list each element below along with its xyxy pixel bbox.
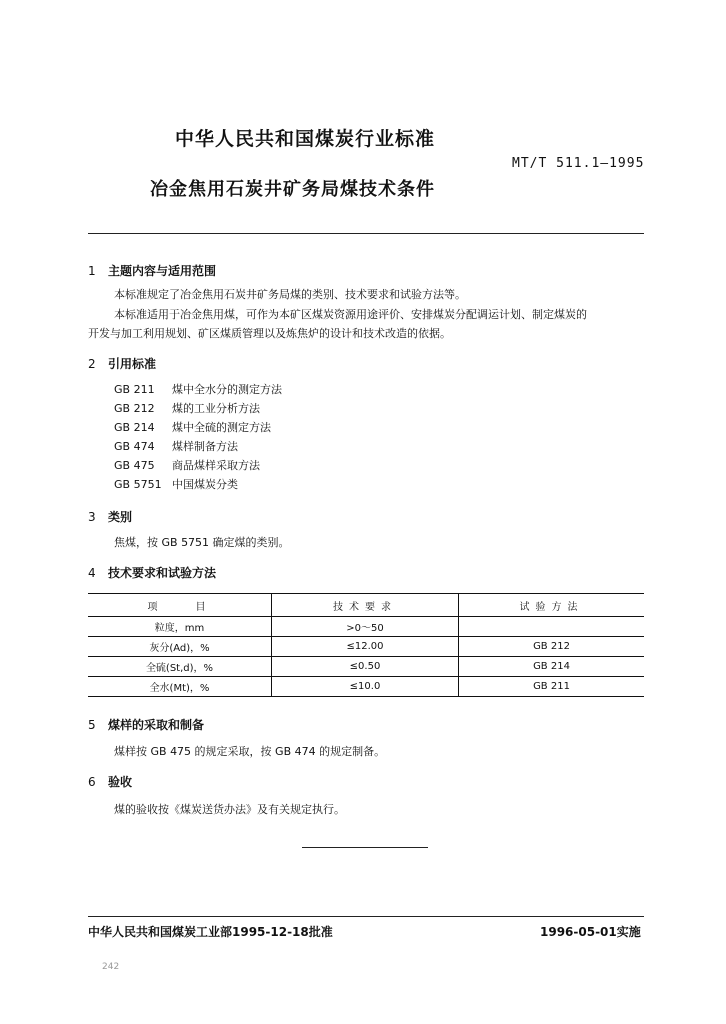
section-3-heading	[88, 508, 132, 525]
section-5-heading	[88, 716, 204, 733]
table-row	[88, 677, 644, 697]
reference-code: GB 214	[114, 421, 155, 434]
section-6-heading	[88, 773, 132, 790]
section-1-paragraph-1: 本标准规定了冶金焦用石炭井矿务局煤的类别、技术要求和试验方法等。	[114, 288, 466, 301]
section-6-paragraph: 煤的验收按《煤炭送货办法》及有关规定执行。	[114, 803, 345, 816]
column-header-item: 项 目	[88, 594, 272, 617]
section-number: 2	[88, 357, 96, 371]
reference-name: 煤样制备方法	[172, 440, 238, 453]
end-marker-line	[302, 847, 428, 848]
table-cell	[459, 617, 645, 637]
document-title: 冶金焦用石炭井矿务局煤技术条件	[150, 179, 435, 200]
section-title: 类别	[108, 510, 133, 524]
table-cell: 粒度，mm	[88, 617, 272, 637]
table-cell: GB 212	[459, 637, 645, 657]
section-1-paragraph-2: 本标准适用于冶金焦用煤，可作为本矿区煤炭资源用途评价、安排煤炭分配调运计划、制定煤炭的	[114, 308, 587, 321]
section-title: 技术要求和试验方法	[108, 566, 217, 580]
table-row	[88, 617, 644, 637]
reference-code: GB 5751	[114, 478, 162, 491]
table-row	[88, 637, 644, 657]
section-number: 4	[88, 566, 96, 580]
section-5-paragraph: 煤样按 GB 475 的规定采取，按 GB 474 的规定制备。	[114, 745, 386, 758]
reference-name: 煤的工业分析方法	[172, 402, 260, 415]
reference-code: GB 475	[114, 459, 155, 472]
reference-code: GB 211	[114, 383, 155, 396]
section-1-heading	[88, 262, 216, 279]
requirements-table	[88, 593, 644, 697]
section-title: 验收	[108, 775, 133, 789]
column-header-method: 试验方法	[459, 594, 645, 617]
standard-number: MT/T 511.1—1995	[512, 156, 645, 171]
section-title: 主题内容与适用范围	[108, 264, 217, 278]
reference-code: GB 474	[114, 440, 155, 453]
table-cell: 灰分(Ad)，%	[88, 637, 272, 657]
table-cell: GB 214	[459, 657, 645, 677]
table-cell: ≤0.50	[272, 657, 459, 677]
reference-item	[114, 475, 282, 494]
reference-item	[114, 399, 282, 418]
section-2-heading	[88, 355, 156, 372]
section-number: 6	[88, 775, 96, 789]
standard-category: 中华人民共和国煤炭行业标准	[175, 128, 436, 150]
section-number: 1	[88, 264, 96, 278]
effective-date: 1996-05-01实施	[540, 925, 641, 939]
table-cell: 全水(Mt)，%	[88, 677, 272, 697]
section-3-paragraph: 焦煤，按 GB 5751 确定煤的类别。	[114, 536, 290, 549]
section-title: 引用标准	[108, 357, 157, 371]
reference-item	[114, 380, 282, 399]
section-number: 3	[88, 510, 96, 524]
reference-name: 煤中全水分的测定方法	[172, 383, 282, 396]
issuer-approval: 中华人民共和国煤炭工业部1995-12-18批准	[88, 925, 333, 939]
reference-item	[114, 456, 282, 475]
table-cell: >0～50	[272, 617, 459, 637]
header-divider	[88, 233, 644, 234]
section-1-paragraph-3: 开发与加工利用规划、矿区煤质管理以及炼焦炉的设计和技术改造的依据。	[88, 327, 451, 340]
reference-list	[114, 380, 282, 494]
column-header-requirement: 技术要求	[272, 594, 459, 617]
section-4-heading	[88, 564, 216, 581]
table-header-row	[88, 594, 644, 617]
section-number: 5	[88, 718, 96, 732]
reference-item	[114, 437, 282, 456]
table-cell: ≤10.0	[272, 677, 459, 697]
footer-divider	[88, 916, 644, 917]
reference-name: 商品煤样采取方法	[172, 459, 260, 472]
table-row	[88, 657, 644, 677]
table-cell: ≤12.00	[272, 637, 459, 657]
reference-item	[114, 418, 282, 437]
reference-name: 煤中全硫的测定方法	[172, 421, 271, 434]
reference-code: GB 212	[114, 402, 155, 415]
reference-name: 中国煤炭分类	[172, 478, 238, 491]
table-cell: 全硫(St,d)，%	[88, 657, 272, 677]
page-number: 242	[102, 962, 120, 972]
table-cell: GB 211	[459, 677, 645, 697]
section-title: 煤样的采取和制备	[108, 718, 205, 732]
